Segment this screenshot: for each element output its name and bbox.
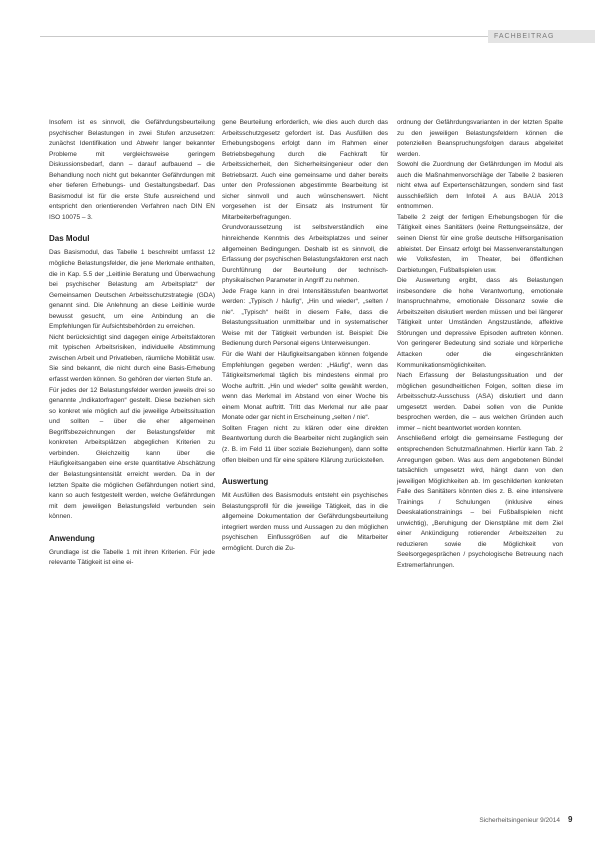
paragraph: Anschließend erfolgt die gemeinsame Festlegung der entsprechenden Schutzmaßnahmen. Hierfür kann Tab. 2 Anregungen geben. Was aus dem angebotenen Bündel tatsächlich umgesetzt wird, hängt dann von den jeweiligen Möglichkeiten ab. Im geschilderten konkreten Falle des Sanitäters könnten dies z. B. eine intensivere Trainings / Schulungen (inklusive eines Deeskalationstrainings – bei Fußballspielen nicht unwichtig), „Beruhigung der Dienstpläne mit dem Ziel einer Ankündigung rotierender Arbeitszeiten zu reduzieren sowie die Möglichkeit von Seelsorgegesprächen / psychologische Betreuung nach Extremerfahrungen.: [397, 435, 563, 569]
section-heading-modul: Das Modul: [49, 234, 90, 244]
paragraph: Das Basismodul, das Tabelle 1 beschreibt umfasst 12 mögliche Belastungsfelder, die jene Merkmale enthalten, die in Kap. 5.5 der „Leitlinie Beratung und Überwachung bei psychischer Belastung am Arbeitsplatz“ der Gemeinsamen Deutschen Arbeitsschutzstrategie (GDA) genannt sind. Die Anlehnung an diese Leitlinie wurde bewusst gesucht, um eine Anbindung an die Empfehlungen für Aufsichtsbehörden zu erreichen.: [49, 249, 215, 331]
paragraph: gene Beurteilung erforderlich, wie dies auch durch das Arbeitsschutzgesetz gefordert ist. Das Ausfüllen des Erhebungsbogens erfolgt dann im Rahmen einer Betriebsbegehung durch die Fachkraft für Arbeitssicherheit, den Sicherheitsingenieur oder den Betriebsarzt. Auch eine gemeinsame und daher bereits unter den Professionen abgestimmte Bearbeitung ist sicher sinnvoll und auch wünschenswert. Nicht vorgesehen ist der Einsatz als Instrument für Mitarbeiterbefragungen.: [222, 119, 388, 221]
page-number: 9: [568, 815, 573, 824]
section-heading-anwendung: Anwendung: [49, 533, 95, 543]
paragraph: Grundlage ist die Tabelle 1 mit ihren Kriterien. Für jede relevante Tätigkeit ist eine ei-: [49, 548, 215, 567]
paragraph: Insofern ist es sinnvoll, die Gefährdungsbeurteilung psychischer Belastungen in zwei Stufen anzusetzen: zunächst Identifikation und Abwehr langer bekannter Probleme mit vergleichsweise geringem Diskussionsbedarf, dann – darauf aufbauend – die Behandlung noch nicht gut bekannter Gefährdungen mit eher tieferen Erhebungs- und Gestaltungsbedarf. Das Basismodul ist für die erste Stufe ausreichend und entspricht den orientierenden Verfahren nach DIN EN ISO 10075 – 3.: [49, 119, 215, 221]
paragraph: Tabelle 2 zeigt der fertigen Erhebungsbogen für die Tätigkeit eines Sanitäters (keine Rettungseinsätze, der seinen Dienst für eine große deutsche Hilfsorganisation ableistet. Der Einsatz erfolgt bei Massenveranstaltungen wie Volksfesten, im Theater, bei öffentlichen Darbietungen, Fußballspielen usw.: [397, 213, 563, 274]
paragraph: Für die Wahl der Häufigkeitsangaben können folgende Empfehlungen gegeben werden: „Häufig“, wenn das Tätigkeitsmerkmal täglich bis mindestens einmal pro Woche auftritt. „Hin und wieder“ sollte gewählt werden, wenn das Merkmal im Abstand von einer Woche bis einem Monat auftritt. Tritt das Merkmal nur alle paar Monate oder gar nicht in Erscheinung „selten / nie“.: [222, 351, 388, 422]
paragraph: Für jedes der 12 Belastungsfelder werden jeweils drei so genannte „Indikatorfragen“ gestellt. Diese beziehen sich so konkret wie möglich auf die jeweilige Arbeitssituation und sollten – über die eher allgemeinen Begriffsbezeichnungen der Belastungsfelder mit konkreten Arbeitsplätzen abgeglichen Kriterien zu verbinden. Gleichzeitig kann über die Häufigkeitsangaben eine erste quantitative Abschätzung der Belastungsintensität erreicht werden. Da in der letzten Spalte die möglichen Gefährdungen notiert sind, kann so auch festgestellt werden, welche Gefährdungen mit dem jeweiligen Belastungsfeld verbunden sein können.: [49, 386, 215, 521]
paragraph: Die Auswertung ergibt, dass als Belastungen insbesondere die hohe Verantwortung, emotionale Inanspruchnahme, emotionale Dissonanz sowie die Arbeitszeiten diskutiert werden müssen und bei längerer Tätigkeit unter Umständen Angstzustände, affektive Störungen und depressive Episoden auftreten können. Von geringerer Bedeutung sind soziale und körperliche Attacken oder die eingeschränkten Kommunikationsmöglichkeiten.: [397, 277, 563, 369]
text-column-1: [49, 118, 215, 569]
paragraph: Sowohl die Zuordnung der Gefährdungen im Modul als auch die Maßnahmenvorschläge der Tabelle 2 basieren nicht etwa auf Expertenschätzungen, sondern sind fast ausschließlich dem Infoteil A aus BAUA 2013 entnommen.: [397, 161, 563, 211]
text-column-2: [222, 118, 388, 554]
paragraph: Grundvoraussetzung ist selbstverständlich eine hinreichende Kenntnis des Arbeitsplatzes und seiner allgemeinen Bedingungen. Deshalb ist es sinnvoll, die Erfassung der psychischen Belastungsfaktoren erst nach Durchführung der Beurteilung der technisch-physikalischen Parameter in Angriff zu nehmen.: [222, 224, 388, 285]
text-column-3: [397, 118, 563, 572]
paragraph: Nicht berücksichtigt sind dagegen einige Arbeitsfaktoren mit typischen Arbeitsrisiken, individuelle Abstimmung zwischen Arbeit und Privatleben, räumliche Mobilität usw. Sie sind bekannt, die nicht durch eine Basis-Erhebung erfasst werden können. So gehören der vierten Stufe an.: [49, 333, 215, 384]
journal-footer: Sicherheitsingenieur 9/2014: [479, 817, 560, 824]
paragraph: Sollten Fragen nicht zu klären oder eine direkten Beantwortung durch die Bearbeiter nicht zugänglich sein (z. B. im Feld 11 über soziale Beziehungen), dann sollte offen bleiben und für eine spätere Klärung zurückstellen.: [222, 424, 388, 464]
section-heading-auswertung: Auswertung: [222, 477, 269, 487]
paragraph: ordnung der Gefährdungsvarianten in der letzten Spalte zu den jeweiligen Belastungsfeldern können die potenziellen Beanspruchungsfolgen daraus abgeleitet werden.: [397, 119, 563, 158]
header-rule: [40, 36, 488, 37]
paragraph: Mit Ausfüllen des Basismoduls entsteht ein psychisches Belastungsprofil für die jeweilige Tätigkeit, das in die allgemeine Dokumentation der Gefährdungsbeurteilung integriert werden muss und Aussagen zu den möglichen psychischen Einflussgrößen auf die Mitarbeiter ermöglicht. Durch die Zu-: [222, 492, 388, 552]
paragraph: Jede Frage kann in drei Intensitätsstufen beantwortet werden: „Typisch / häufig“, „Hin und wieder“, „selten / nie“. „Typisch“ heißt in diesem Falle, dass die Belastungssituation unmittelbar und in systematischer Weise mit der Tätigkeit verbunden ist. Beispiel: Die Bedienung durch Personal eigens Unterweisungen.: [222, 287, 388, 348]
section-label: FACHBEITRAG: [488, 30, 595, 43]
paragraph: Nach Erfassung der Belastungssituation und der möglichen gesundheitlichen Folgen, sollten diese im Arbeitsschutz-Ausschuss (ASA) diskutiert und dann umgesetzt werden. Dabei sollen von die Punkte besprochen werden, die – aus welchen Gründen auch immer – nicht beantwortet worden konnten.: [397, 372, 563, 432]
